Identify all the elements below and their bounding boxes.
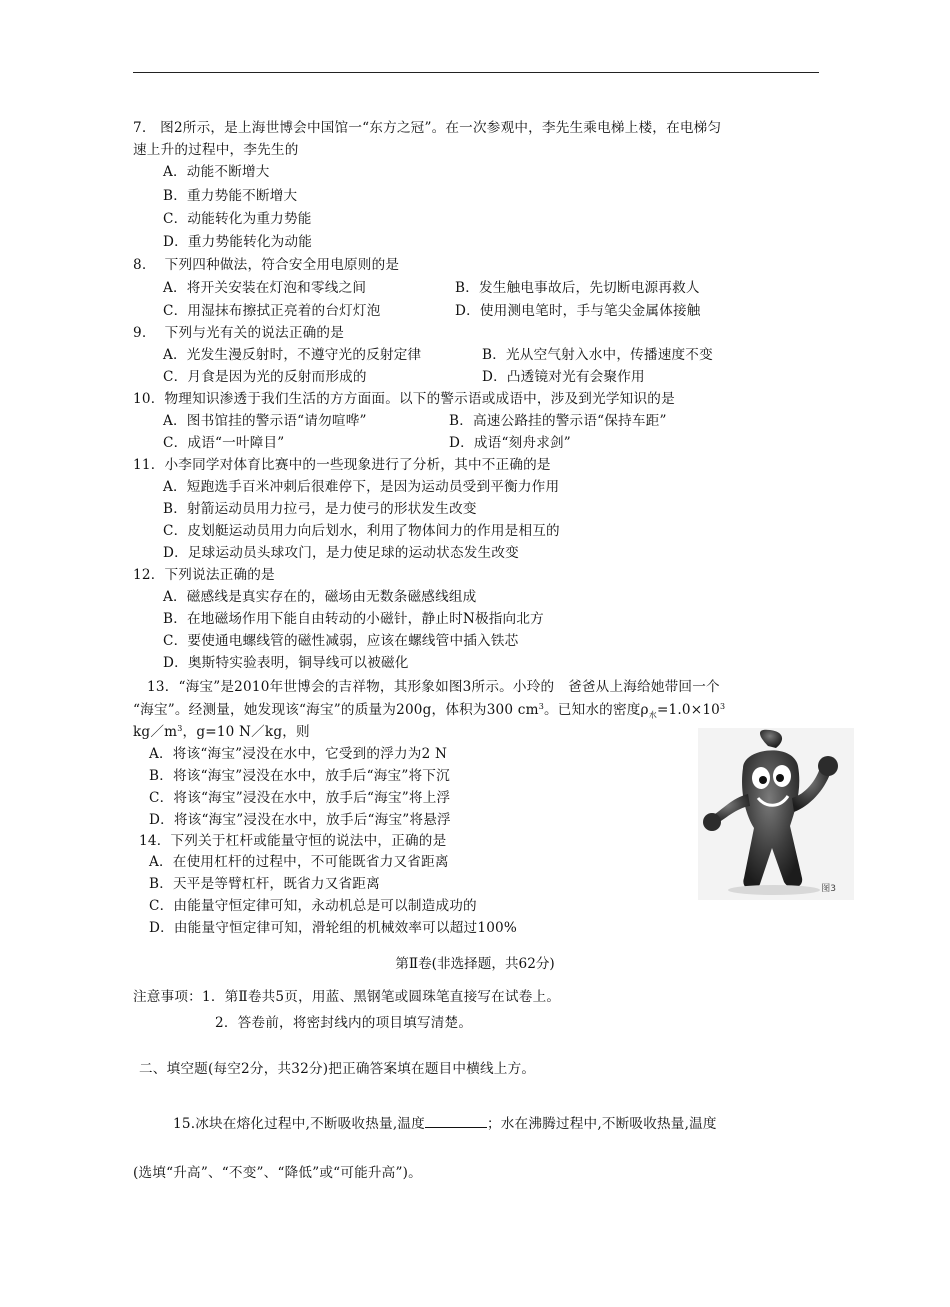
q12-option-d: D．奥斯特实验表明，铜导线可以被磁化 (163, 655, 409, 671)
q8-stem: 8. 下列四种做法，符合安全用电原则的是 (133, 257, 400, 273)
q13-m3-exponent: 3 (177, 724, 183, 733)
q8-option-c: C．用湿抹布擦拭正亮着的台灯灯泡 (163, 303, 381, 319)
part2-note-2: 2．答卷前，将密封线内的项目填写清楚。 (215, 1015, 473, 1031)
q12-option-a: A．磁感线是真实存在的，磁场由无数条磁感线组成 (163, 589, 477, 605)
q10-option-b: B．高速公路挂的警示语“保持车距” (449, 413, 667, 429)
q13-stem-line3 (133, 721, 310, 743)
q13-stem-line1: 13．“海宝”是2010年世博会的吉祥物，其形象如图3所示。小玲的 爸爸从上海给她带回一个 (147, 679, 720, 695)
q9-option-d: D．凸透镜对光有会聚作用 (482, 369, 645, 385)
q8-option-b: B．发生触电事故后，先切断电源再救人 (455, 280, 700, 296)
q13-cm3-exponent: 3 (538, 702, 544, 711)
q7-stem-line2: 速上升的过程中，李先生的 (133, 142, 299, 158)
q14-option-b: B．天平是等臂杠杆，既省力又省距离 (149, 876, 380, 892)
q14-option-d: D．由能量守恒定律可知，滑轮组的机械效率可以超过100% (149, 920, 518, 936)
q8-option-d: D．使用测电笔时，手与笔尖金属体接触 (455, 303, 701, 319)
q9-stem: 9. 下列与光有关的说法正确的是 (133, 325, 345, 341)
q15-answer-blank-1[interactable] (425, 1113, 487, 1128)
q13-stem-line3-a: kg／m (133, 724, 178, 740)
q11-option-c: C．皮划艇运动员用力向后划水，利用了物体间力的作用是相互的 (163, 523, 560, 539)
q11-option-b: B．射箭运动员用力拉弓，是力使弓的形状发生改变 (163, 501, 477, 517)
q7-option-b: B．重力势能不断增大 (163, 188, 298, 204)
q13-stem-line2-a: “海宝”。经测量，她发现该“海宝”的质量为200g，体积为300 cm (133, 702, 539, 718)
figure-3 (698, 728, 854, 900)
q14-stem: 14．下列关于杠杆或能量守恒的说法中，正确的是 (139, 833, 447, 849)
q11-stem: 11．小李同学对体育比赛中的一些现象进行了分析，其中不正确的是 (133, 457, 551, 473)
q14-option-a: A．在使用杠杆的过程中，不可能既省力又省距离 (149, 854, 449, 870)
q7-stem-line1: 7. 图2所示，是上海世博会中国馆一“东方之冠”。在一次参观中，李先生乘电梯上楼，在电梯匀 (133, 120, 722, 136)
figure-3-label: 图3 (821, 884, 836, 894)
q9-option-a: A．光发生漫反射时，不遵守光的反射定律 (163, 347, 422, 363)
q11-option-a: A．短跑选手百米冲刺后很难停下，是因为运动员受到平衡力作用 (163, 479, 560, 495)
q9-option-b: B．光从空气射入水中，传播速度不变 (482, 347, 713, 363)
q7-option-a: A．动能不断增大 (163, 164, 270, 180)
header-rule (133, 72, 819, 73)
q13-option-c: C．将该“海宝”浸没在水中，放手后“海宝”将上浮 (149, 790, 451, 806)
q12-stem: 12．下列说法正确的是 (133, 567, 275, 583)
section-2-heading: 二、填空题(每空2分，共32分)把正确答案填在题目中横线上方。 (139, 1061, 536, 1077)
q12-option-c: C．要使通电螺线管的磁性减弱，应该在螺线管中插入铁芯 (163, 633, 519, 649)
q10-option-c: C．成语“一叶障目” (163, 435, 285, 451)
q13-stem-line2-b: 。已知水的密度ρ (543, 702, 649, 718)
q10-stem: 10．物理知识渗透于我们生活的方方面面。以下的警示语或成语中，涉及到光学知识的是 (133, 391, 675, 407)
q13-stem-line2-c: =1.0×10 (656, 702, 721, 718)
q13-water-subscript: 水 (648, 710, 657, 720)
q15-part1: 15.冰块在熔化过程中,不断吸收热量,温度 (173, 1116, 425, 1132)
q12-option-b: B．在地磁场作用下能自由转动的小磁针，静止时N极指向北方 (163, 611, 544, 627)
part2-title: 第Ⅱ卷(非选择题，共62分) (395, 956, 555, 972)
q13-density-exponent: 3 (720, 702, 726, 711)
q14-option-c: C．由能量守恒定律可知，永动机总是可以制造成功的 (149, 898, 477, 914)
q7-option-d: D．重力势能转化为动能 (163, 234, 313, 250)
q10-option-d: D．成语“刻舟求剑” (449, 435, 571, 451)
q15-line2: (选填“升高”、“不变”、“降低”或“可能升高”)。 (133, 1165, 422, 1181)
q13-option-b: B．将该“海宝”浸没在水中，放手后“海宝”将下沉 (149, 768, 450, 784)
q15-line1 (173, 1113, 717, 1135)
part2-note-1: 注意事项：1．第Ⅱ卷共5页，用蓝、黑钢笔或圆珠笔直接写在试卷上。 (133, 989, 561, 1005)
q10-option-a: A．图书馆挂的警示语“请勿喧哗” (163, 413, 367, 429)
q15-part2: ；水在沸腾过程中,不断吸收热量,温度 (486, 1116, 717, 1132)
q11-option-d: D．足球运动员头球攻门，是力使足球的运动状态发生改变 (163, 545, 519, 561)
q9-option-c: C．月食是因为光的反射而形成的 (163, 369, 367, 385)
q13-stem-line3-b: ，g=10 N／kg，则 (182, 724, 310, 740)
q8-option-a: A．将开关安装在灯泡和零线之间 (163, 280, 367, 296)
q13-option-a: A．将该“海宝”浸没在水中，它受到的浮力为2 N (149, 746, 448, 762)
q7-option-c: C．动能转化为重力势能 (163, 211, 312, 227)
q13-option-d: D．将该“海宝”浸没在水中，放手后“海宝”将悬浮 (149, 812, 451, 828)
haibao-mascot-icon (698, 728, 854, 900)
